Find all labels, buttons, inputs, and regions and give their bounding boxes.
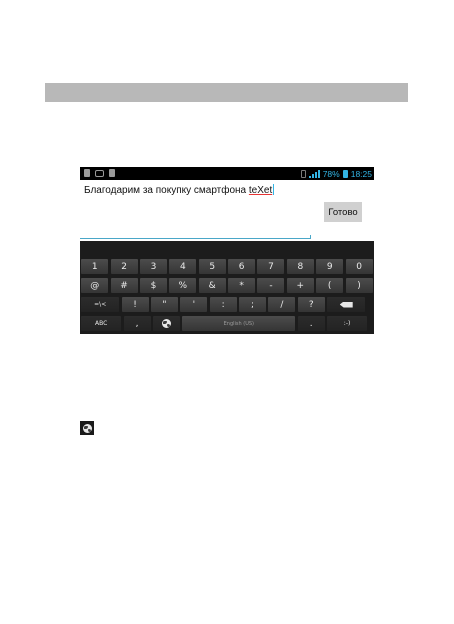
space-key[interactable]: English (US) [182,316,295,331]
key-3[interactable]: 3 [140,259,167,274]
key-5[interactable]: 5 [199,259,226,274]
key-exclamation[interactable]: ! [122,297,149,312]
key-percent[interactable]: % [169,278,196,293]
done-button[interactable]: Готово [324,202,362,222]
key-8[interactable]: 8 [287,259,314,274]
text-cursor [273,184,274,195]
key-comma[interactable]: , [124,316,151,331]
key-abc[interactable]: ABC [81,316,121,331]
key-hash[interactable]: # [111,278,138,293]
backspace-key[interactable] [327,297,365,312]
key-at[interactable]: @ [81,278,108,293]
clock: 18:25 [350,168,372,179]
phone-screenshot [80,167,374,334]
globe-icon [83,424,92,433]
image-notification-icon [109,169,115,177]
text-field-underline [80,238,311,239]
key-0[interactable]: 0 [346,259,373,274]
usb-icon [84,169,90,177]
key-9[interactable]: 9 [316,259,343,274]
key-open-paren[interactable]: ( [316,278,343,293]
status-bar [80,167,374,180]
key-semicolon[interactable]: ; [239,297,266,312]
key-more-symbols[interactable]: =\< [81,297,119,312]
key-smiley[interactable]: :-) [327,316,367,331]
key-question[interactable]: ? [298,297,325,312]
vibrate-icon [301,170,306,178]
key-dollar[interactable]: $ [140,278,167,293]
typed-word: teXet [248,185,273,196]
key-2[interactable]: 2 [111,259,138,274]
signal-icon [309,170,320,178]
battery-percent: 78% [322,168,340,179]
language-globe-icon [80,421,94,435]
message-text-field[interactable] [84,184,274,196]
key-period[interactable]: . [298,316,325,331]
key-slash[interactable]: / [268,297,295,312]
key-7[interactable]: 7 [257,259,284,274]
key-close-paren[interactable]: ) [346,278,373,293]
key-apostrophe[interactable]: ' [180,297,207,312]
key-6[interactable]: 6 [228,259,255,274]
key-minus[interactable]: - [257,278,284,293]
key-asterisk[interactable]: * [228,278,255,293]
language-key[interactable] [153,316,180,331]
message-text: Благодарим за покупку смартфона [84,185,249,196]
key-1[interactable]: 1 [81,259,108,274]
backspace-icon [340,302,353,308]
key-plus[interactable]: + [287,278,314,293]
key-colon[interactable]: : [210,297,237,312]
wifi-icon [95,170,104,177]
on-screen-keyboard [80,241,374,334]
battery-icon [343,170,348,178]
section-header-bar [45,83,408,102]
key-double-quote[interactable]: " [151,297,178,312]
key-ampersand[interactable]: & [199,278,226,293]
key-4[interactable]: 4 [169,259,196,274]
globe-icon [162,319,171,328]
